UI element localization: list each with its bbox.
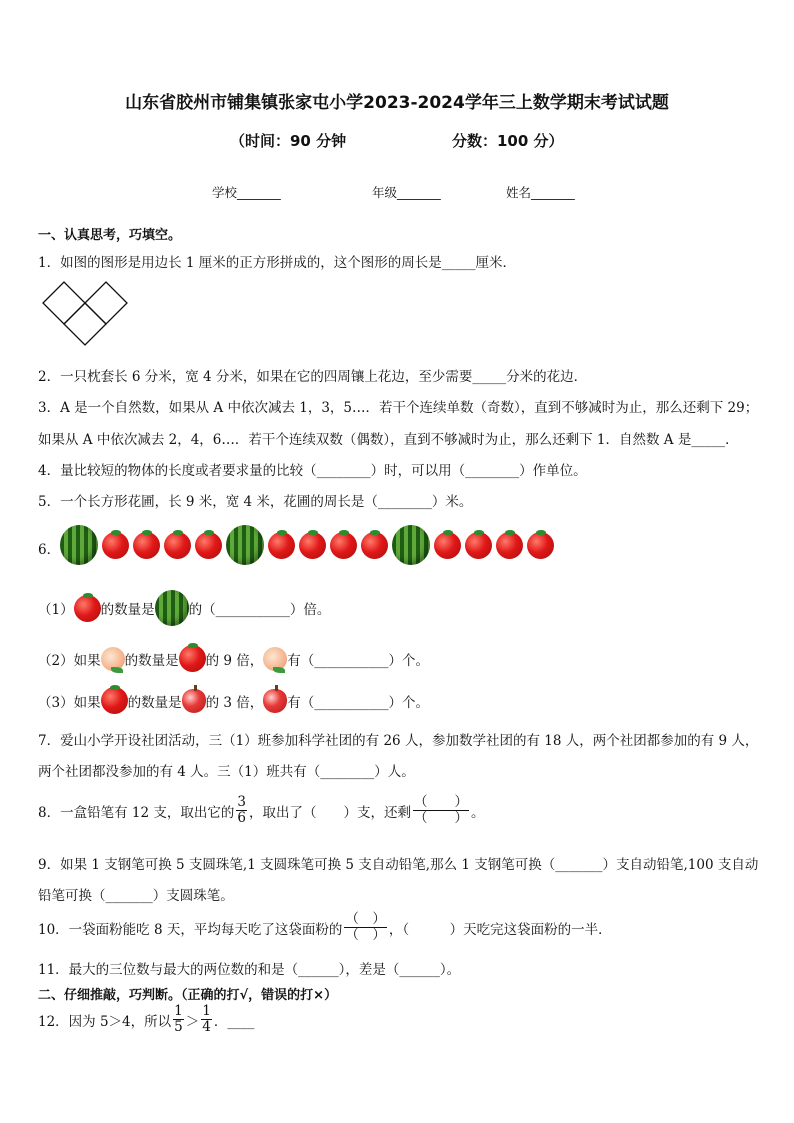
- q8-text-b: ，取出了（ ）支，还剩: [248, 804, 411, 821]
- peach-icon: [101, 647, 125, 671]
- part-1-label: （1）: [38, 602, 74, 618]
- watermelon-icon: [392, 525, 430, 565]
- numerator: 1: [174, 1003, 183, 1019]
- tomato-icon: [195, 532, 222, 559]
- q8-text-a: 8．一盒铅笔有 12 支，取出它的: [38, 804, 235, 821]
- question-6-part-1: [38, 590, 330, 626]
- tomato-icon: [102, 532, 129, 559]
- tomato-icon: [299, 532, 326, 559]
- tomato-icon: [164, 532, 191, 559]
- fruit-row: [60, 525, 554, 565]
- question-5: 5．一个长方形花圃，长 9 米，宽 4 米，花圃的周长是（________）米。: [38, 494, 473, 510]
- q12-text-a: 12．因为 5＞4，所以: [38, 1013, 172, 1030]
- part-2-text-c: 有（___________）个。: [287, 652, 430, 669]
- q10-text-a: 10．一袋面粉能吃 8 天，平均每天吃了这袋面粉的: [38, 921, 343, 938]
- question-12: [38, 1004, 254, 1035]
- numerator-blank: （ ）: [413, 794, 468, 810]
- question-2: 2．一只枕套长 6 分米，宽 4 分米，如果在它的四周镶上花边，至少需要_____分米的花边．: [38, 369, 588, 385]
- fraction-1-5: [173, 1004, 184, 1035]
- denominator-blank: （ ）: [413, 810, 468, 826]
- question-1: 1．如图的图形是用边长 1 厘米的正方形拼成的，这个图形的周长是_____厘米．: [38, 255, 517, 271]
- denominator: 5: [174, 1019, 183, 1035]
- part-2-text-b: 的 9 倍，: [205, 652, 264, 669]
- part-1-text-b: 的（___________）倍。: [188, 602, 331, 618]
- apple-icon: [182, 689, 206, 713]
- question-6-number: 6．: [38, 542, 61, 558]
- page-title: 山东省胶州市铺集镇张家屯小学2023-2024学年三上数学期末考试试题: [125, 93, 669, 113]
- question-11: 11．最大的三位数与最大的两位数的和是（______），差是（______）。: [38, 962, 461, 978]
- tomato-icon: [74, 595, 101, 622]
- watermelon-icon: [60, 525, 98, 565]
- denominator: 6: [237, 810, 246, 826]
- fraction-1-4: [201, 1004, 212, 1035]
- watermelon-icon: [155, 590, 189, 626]
- squares-figure: [40, 279, 136, 349]
- q12-text-b: ．____: [213, 1013, 255, 1030]
- denominator: 4: [202, 1019, 211, 1035]
- blank-fraction: [413, 795, 469, 826]
- question-3-line-1: 3．A 是一个自然数，如果从 A 中依次减去 1，3，5…．若干个连续单数（奇数），直到不够减时为止，那么还剩下 29；: [38, 400, 759, 416]
- tomato-icon: [330, 532, 357, 559]
- part-3-text-b: 的 3 倍，: [205, 694, 264, 711]
- question-6-part-3: [38, 687, 429, 714]
- exam-time: （时间：90 分钟: [230, 132, 347, 150]
- tomato-icon: [133, 532, 160, 559]
- denominator-blank: （ ）: [345, 927, 386, 943]
- numerator: 3: [237, 794, 246, 810]
- part-2-text-a: 的数量是: [124, 652, 179, 669]
- question-10: [38, 912, 612, 943]
- exam-score: 分数：100 分）: [452, 132, 564, 150]
- greater-than-sign: ＞: [185, 1013, 200, 1030]
- question-7-line-2: 两个社团都没参加的有 4 人。三（1）班共有（________）人。: [38, 764, 415, 780]
- question-3-line-2: 如果从 A 中依次减去 2，4，6…．若干个连续双数（偶数），直到不够减时为止，那么还剩下 1．自然数 A 是_____．: [38, 432, 739, 448]
- tomato-icon: [465, 532, 492, 559]
- part-3-text-c: 有（___________）个。: [287, 694, 430, 711]
- section-2-heading: 二、仔细推敲，巧判断。（正确的打√，错误的打×）: [38, 988, 338, 1003]
- part-1-text-a: 的数量是: [100, 602, 155, 618]
- question-8: [38, 795, 484, 826]
- grade-field: 年级_______: [372, 185, 441, 200]
- question-9-line-1: 9．如果 1 支钢笔可换 5 支圆珠笔,1 支圆珠笔可换 5 支自动铅笔,那么 1 支钢笔可换（_______）支自动铅笔,100 支自动: [38, 857, 759, 873]
- part-2-label: （2）如果: [38, 652, 101, 669]
- tomato-icon: [268, 532, 295, 559]
- section-1-heading: 一、认真思考，巧填空。: [38, 228, 182, 243]
- part-3-text-a: 的数量是: [127, 694, 182, 711]
- apple-icon: [263, 689, 287, 713]
- tomato-icon: [434, 532, 461, 559]
- tomato-icon: [527, 532, 554, 559]
- peach-icon: [263, 647, 287, 671]
- q10-text-b: ，（ ）天吃完这袋面粉的一半．: [388, 921, 612, 938]
- blank-fraction: [344, 912, 387, 943]
- numerator-blank: （ ）: [345, 911, 386, 927]
- question-4: 4．量比较短的物体的长度或者要求量的比较（________）时，可以用（________）作单位。: [38, 463, 587, 479]
- school-field: 学校_______: [212, 185, 281, 200]
- question-7-line-1: 7．爱山小学开设社团活动，三（1）班参加科学社团的有 26 人，参加数学社团的有 18 人，两个社团都参加的有 9 人，: [38, 733, 759, 749]
- question-6-part-2: [38, 645, 429, 672]
- numerator: 1: [202, 1003, 211, 1019]
- tomato-icon: [496, 532, 523, 559]
- question-9-line-2: 铅笔可换（_______）支圆珠笔。: [38, 888, 234, 904]
- watermelon-icon: [226, 525, 264, 565]
- name-field: 姓名_______: [506, 185, 575, 200]
- tomato-icon: [179, 645, 206, 672]
- fraction-3-6: [236, 795, 247, 826]
- tomato-icon: [101, 687, 128, 714]
- part-3-label: （3）如果: [38, 694, 101, 711]
- q8-text-c: 。: [470, 804, 485, 821]
- tomato-icon: [361, 532, 388, 559]
